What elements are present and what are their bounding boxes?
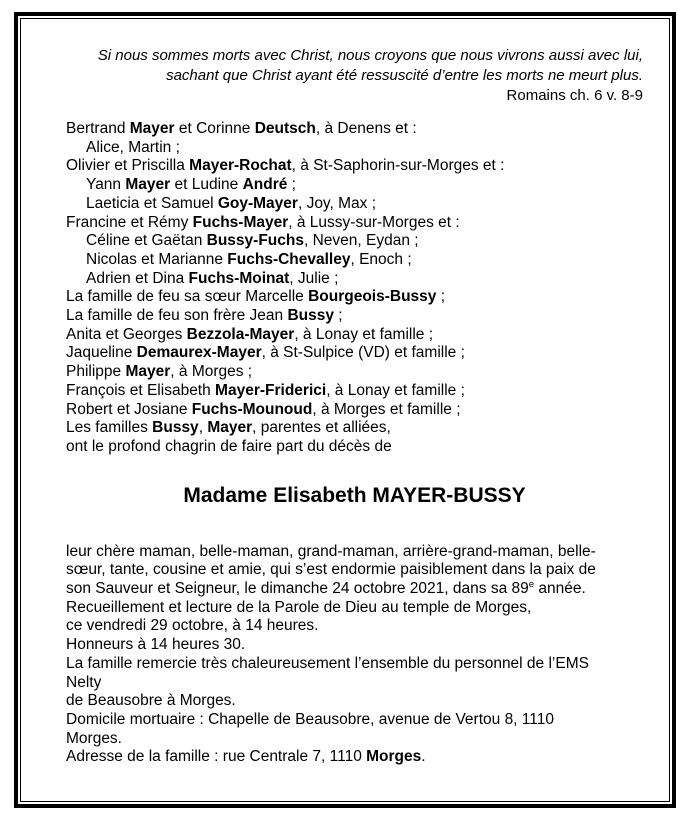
text-line: sœur, tante, cousine et amie, qui s’est endormie paisiblement dans la paix de xyxy=(66,561,596,579)
text-line: de Beausobre à Morges. xyxy=(66,692,236,710)
text-line: Adresse de la famille : rue Centrale 7, 1110 Morges. xyxy=(66,748,426,766)
scripture-citation: Romains ch. 6 v. 8-9 xyxy=(506,87,643,104)
text-line: Francine et Rémy Fuchs-Mayer, à Lussy-sur-Morges et : xyxy=(66,213,460,231)
text-line: Céline et Gaëtan Bussy-Fuchs, Neven, Eydan ; xyxy=(86,232,419,250)
text-line: leur chère maman, belle-maman, grand-maman, arrière-grand-maman, belle- xyxy=(66,542,596,560)
text-line: son Sauveur et Seigneur, le dimanche 24 octobre 2021, dans sa 89e année. xyxy=(66,578,586,598)
text-line: Alice, Martin ; xyxy=(86,138,180,156)
text-line: Bertrand Mayer et Corinne Deutsch, à Denens et : xyxy=(66,120,417,137)
text-line: Yann Mayer et Ludine André ; xyxy=(86,176,296,194)
text-line: La famille remercie très chaleureusement l’ensemble du personnel de l’EMS xyxy=(66,654,589,672)
epigraph-line-2: sachant que Christ ayant été ressuscité d’entre les morts ne meurt plus. xyxy=(166,67,643,84)
text-line: Philippe Mayer, à Morges ; xyxy=(66,363,253,381)
text-line: Les familles Bussy, Mayer, parentes et alliées, xyxy=(66,419,391,437)
text-line: ont le profond chagrin de faire part du décès de xyxy=(66,437,392,455)
notice-inner-border xyxy=(20,18,670,802)
text-line: Adrien et Dina Fuchs-Moinat, Julie ; xyxy=(86,269,339,287)
text-line: Recueillement et lecture de la Parole de Dieu au temple de Morges, xyxy=(66,598,532,616)
text-line: Laeticia et Samuel Goy-Mayer, Joy, Max ; xyxy=(86,194,377,212)
text-line: La famille de feu sa sœur Marcelle Bourgeois-Bussy ; xyxy=(66,288,446,306)
epigraph-line-1: Si nous sommes morts avec Christ, nous croyons que nous vivrons aussi avec lui, xyxy=(97,47,643,64)
text-line: Nicolas et Marianne Fuchs-Chevalley, Enoch ; xyxy=(86,250,412,268)
text-line: Nelty xyxy=(66,673,102,691)
family-list xyxy=(66,120,643,457)
notice-border-frame xyxy=(14,12,676,808)
funeral-details xyxy=(66,543,643,767)
deceased-name-headline: Madame Elisabeth MAYER-BUSSY xyxy=(183,483,526,507)
text-line: Morges. xyxy=(66,729,122,747)
text-line: Olivier et Priscilla Mayer-Rochat, à St-Saphorin-sur-Morges et : xyxy=(66,157,505,175)
text-line: François et Elisabeth Mayer-Friderici, à Lonay et famille ; xyxy=(66,381,465,399)
text-line: ce vendredi 29 octobre, à 14 heures. xyxy=(66,617,319,635)
text-line: Domicile mortuaire : Chapelle de Beausobre, avenue de Vertou 8, 1110 xyxy=(66,710,554,728)
text-line: La famille de feu son frère Jean Bussy ; xyxy=(66,307,343,325)
scripture-epigraph xyxy=(66,46,643,106)
text-line: Anita et Georges Bezzola-Mayer, à Lonay et famille ; xyxy=(66,325,434,343)
text-line: Robert et Josiane Fuchs-Mounoud, à Morges et famille ; xyxy=(66,400,461,418)
text-line: Honneurs à 14 heures 30. xyxy=(66,636,246,654)
text-line: Jaqueline Demaurex-Mayer, à St-Sulpice (VD) et famille ; xyxy=(66,344,465,362)
